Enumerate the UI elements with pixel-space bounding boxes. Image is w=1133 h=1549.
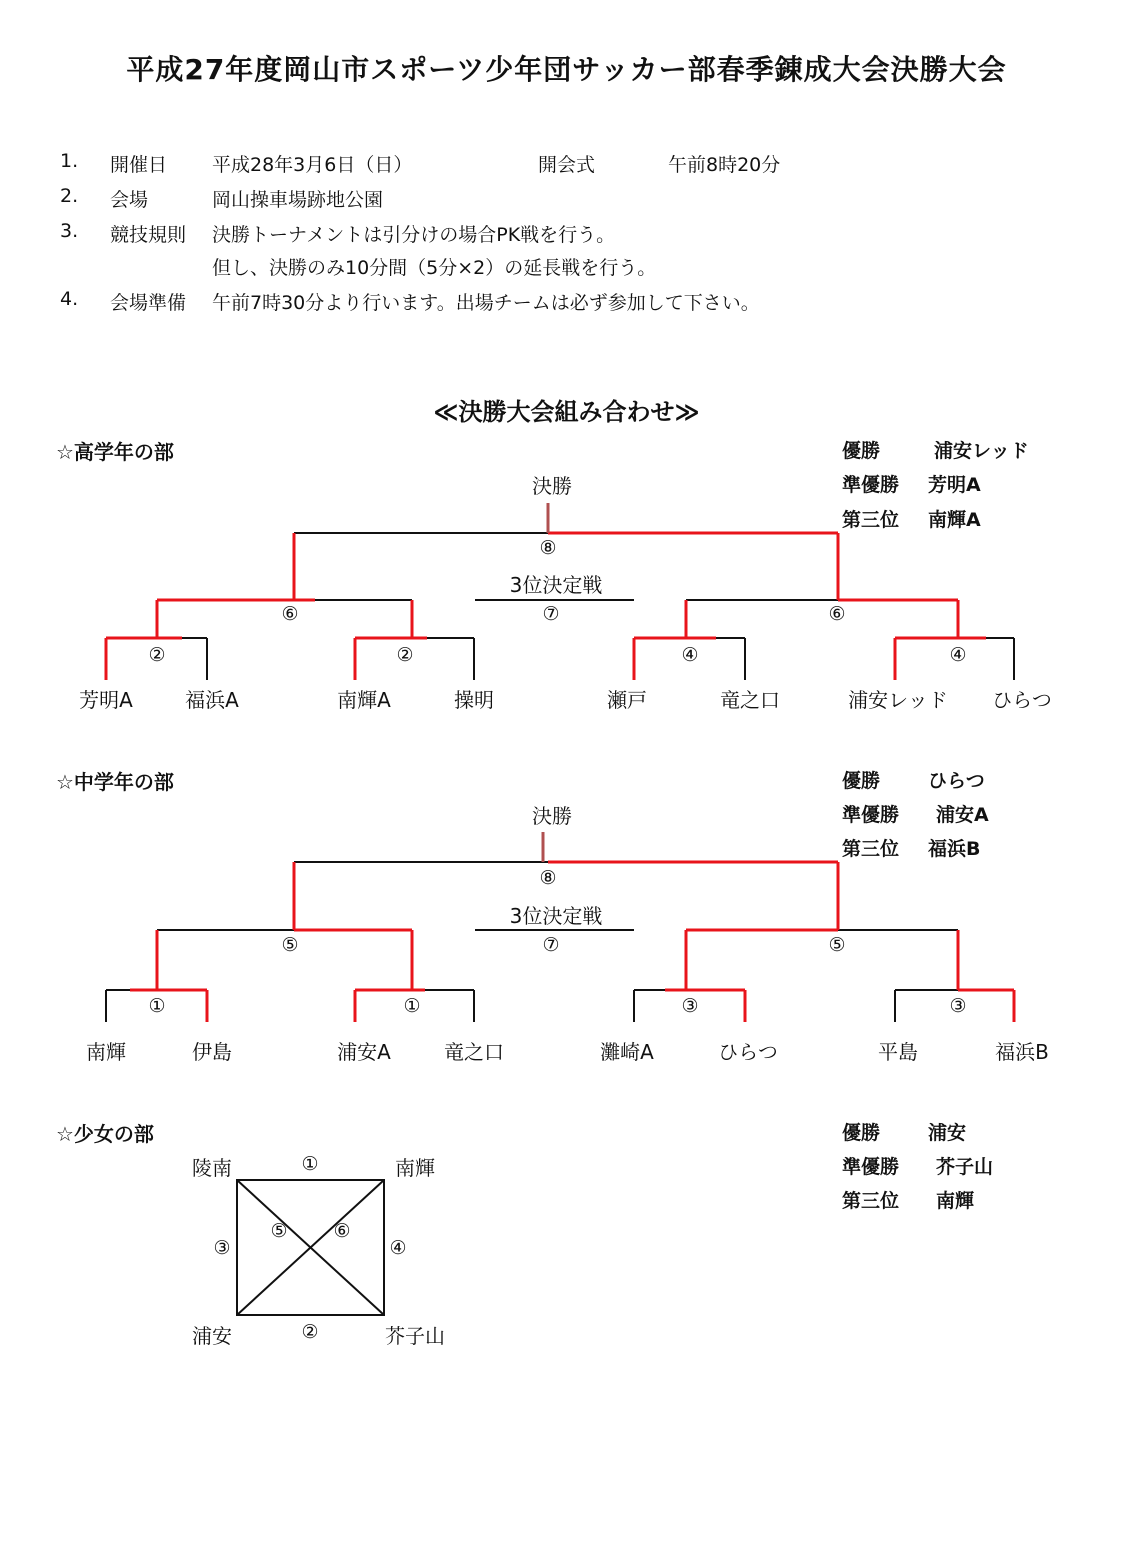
quarter-no: ③ [681,995,699,1017]
winner-team: ひらつ [928,770,985,792]
info-num: 1. [60,150,79,172]
girls-team-bottom-right: 芥子山 [385,1324,445,1348]
info-label: 会場準備 [110,292,187,314]
team-name: ひらつ [718,1040,778,1064]
team-name: 浦安A [337,1040,391,1064]
semi-left-no: ⑤ [281,934,299,956]
team-name: 芳明A [79,688,133,712]
info-label: 開催日 [110,154,168,176]
team-name: 竜之口 [444,1040,504,1064]
info-value: 平成28年3月6日（日） [212,154,413,176]
final-match-no: ⑧ [539,537,557,559]
quarter-no: ③ [949,995,967,1017]
info-label: 競技規則 [110,224,187,246]
runner-label: 準優勝 [842,1156,900,1178]
winner-team: 浦安レッド [934,440,1029,462]
semi-left-no: ⑥ [281,603,299,625]
team-name: 福浜A [185,688,239,712]
third-label: 第三位 [842,1190,900,1212]
final-label: 決勝 [532,474,572,498]
ceremony-label: 開会式 [538,154,596,176]
info-num: 2. [60,185,79,207]
third-place-label: 3位決定戦 [509,573,603,597]
info-num: 4. [60,288,79,310]
team-name: 伊島 [192,1040,232,1064]
team-name: 操明 [454,688,494,712]
third-label: 第三位 [842,509,900,531]
winner-label: 優勝 [842,1122,881,1144]
middle-winner [0,766,1133,794]
team-name: 平島 [878,1040,918,1064]
team-name: 南輝A [337,688,391,712]
runner-team: 芥子山 [936,1156,994,1178]
third-place-label: 3位決定戦 [509,904,603,928]
final-match-no: ⑧ [539,867,557,889]
quarter-no: ① [403,995,421,1017]
girls-team-top-right: 南輝 [395,1156,435,1180]
info-value-2: 但し、決勝のみ10分間（5分×2）の延長戦を行う。 [212,257,657,279]
middle-third [0,834,1133,862]
team-name: ひらつ [992,688,1052,712]
runner-label: 準優勝 [842,474,900,496]
ceremony-time: 午前8時20分 [668,154,781,176]
runner-label: 準優勝 [842,804,900,826]
page-title: 平成27年度岡山市スポーツ少年団サッカー部春季錬成大会決勝大会 [126,53,1007,86]
third-match-no: ⑦ [542,934,560,956]
upper-third [0,505,1133,533]
runner-team: 芳明A [928,474,981,496]
runner-team: 浦安A [936,804,989,826]
team-name: 浦安レッド [848,688,948,712]
girls-match-no: ② [301,1321,319,1343]
final-label: 決勝 [532,804,572,828]
semi-right-no: ⑥ [828,603,846,625]
team-name: 灘崎A [600,1040,654,1064]
third-match-no: ⑦ [542,603,560,625]
upper-winner [0,436,1133,464]
girls-winner [0,1118,1133,1146]
info-value: 岡山操車場跡地公園 [212,189,384,211]
team-name: 瀬戸 [607,688,647,712]
girls-match-no: ⑥ [333,1220,351,1242]
team-name: 福浜B [995,1040,1049,1064]
semi-right-no: ⑤ [828,934,846,956]
info-value: 決勝トーナメントは引分けの場合PK戦を行う。 [212,224,616,246]
girls-match-no: ① [301,1153,319,1175]
info-num: 3. [60,220,79,242]
quarter-no: ② [148,644,166,666]
quarter-no: ② [396,644,414,666]
info-value: 午前7時30分より行います。出場チームは必ず参加して下さい。 [212,292,760,314]
winner-label: 優勝 [842,770,881,792]
section-title: ≪決勝大会組み合わせ≫ [433,398,700,426]
team-name: 南輝 [86,1040,126,1064]
girls-match-no: ③ [213,1237,231,1259]
girls-division-title: ☆少女の部 [56,1122,154,1146]
third-team: 南輝A [928,509,981,531]
info-label: 会場 [110,189,149,211]
winner-team: 浦安 [928,1122,967,1144]
winner-label: 優勝 [842,440,881,462]
upper-division-title: ☆高学年の部 [56,440,174,464]
quarter-no: ① [148,995,166,1017]
quarter-no: ④ [949,644,967,666]
quarter-no: ④ [681,644,699,666]
middle-division-title: ☆中学年の部 [56,770,174,794]
third-label: 第三位 [842,838,900,860]
girls-third [0,1186,1133,1214]
third-team: 福浜B [928,838,981,860]
girls-match-no: ④ [389,1237,407,1259]
team-name: 竜之口 [720,688,780,712]
girls-team-top-left: 陵南 [192,1156,232,1180]
girls-team-bottom-left: 浦安 [192,1324,232,1348]
third-team: 南輝 [936,1190,975,1212]
girls-match-no: ⑤ [270,1220,288,1242]
